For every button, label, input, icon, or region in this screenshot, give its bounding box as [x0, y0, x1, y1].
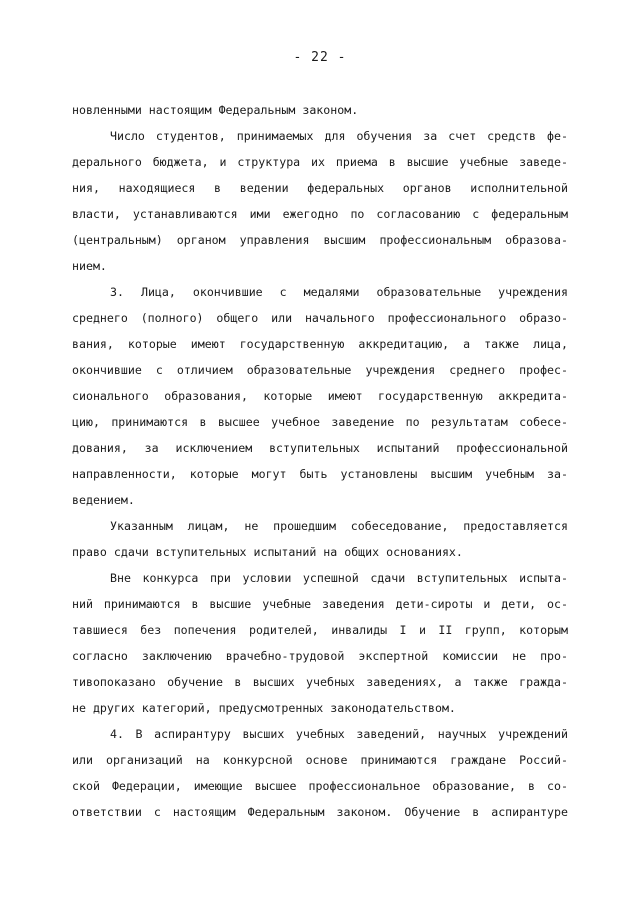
paragraph-item-3 — [72, 279, 568, 513]
text-line: цию, принимаются в высшее учебное заведение по результатам собесе- — [72, 415, 568, 429]
text-line: ний принимаются в высшие учебные заведения дети-сироты и дети, ос- — [72, 597, 568, 611]
text-line: (центральным) органом управления высшим профессиональным образова- — [72, 233, 568, 247]
text-line: ской Федерации, имеющие высшее профессиональное образование, в со- — [72, 779, 568, 793]
text-line: среднего (полного) общего или начального профессионального образо- — [72, 311, 568, 325]
paragraph-item-4 — [72, 721, 568, 825]
text-line: окончившие с отличием образовательные учреждения среднего профес- — [72, 363, 568, 377]
text-line: согласно заключению врачебно-трудовой экспертной комиссии не про- — [72, 649, 568, 663]
text-line: не других категорий, предусмотренных законодательством. — [72, 701, 456, 715]
text-line: ведением. — [72, 493, 135, 507]
text-line: тивопоказано обучение в высших учебных заведениях, а также гражда- — [72, 675, 568, 689]
text-line: новленными настоящим Федеральным законом. — [72, 103, 359, 117]
text-line: Указанным лицам, не прошедшим собеседование, предоставляется — [110, 519, 568, 533]
text-line: Число студентов, принимаемых для обучения за счет средств фе- — [110, 129, 568, 143]
text-line: дования, за исключением вступительных испытаний профессиональной — [72, 441, 568, 455]
page-number: - 22 - — [293, 50, 347, 65]
text-line: Вне конкурса при условии успешной сдачи вступительных испыта- — [110, 571, 568, 585]
text-line: право сдачи вступительных испытаний на общих основаниях. — [72, 545, 463, 559]
paragraph-interview-failed — [72, 513, 568, 565]
text-line: ответствии с настоящим Федеральным законом. Обучение в аспирантуре — [72, 805, 568, 819]
text-line: вания, которые имеют государственную аккредитацию, а также лица, — [72, 337, 568, 351]
text-line: 4. В аспирантуру высших учебных заведений, научных учреждений — [110, 727, 568, 741]
text-line: дерального бюджета, и структура их приема в высшие учебные заведе- — [72, 155, 568, 169]
text-line: направленности, которые могут быть установлены высшим учебным за- — [72, 467, 568, 481]
body-text — [72, 97, 568, 825]
text-line: или организаций на конкурсной основе принимаются граждане Россий- — [72, 753, 568, 767]
text-line: 3. Лица, окончившие с медалями образовательные учреждения — [110, 285, 568, 299]
text-line: тавшиеся без попечения родителей, инвалиды I и II групп, которым — [72, 623, 568, 637]
paragraph-continuation — [72, 97, 568, 123]
text-line: нием. — [72, 259, 107, 273]
paragraph-non-competitive — [72, 565, 568, 721]
paragraph-student-quota — [72, 123, 568, 279]
text-line: ния, находящиеся в ведении федеральных органов исполнительной — [72, 181, 568, 195]
text-line: сионального образования, которые имеют государственную аккредита- — [72, 389, 568, 403]
text-line: власти, устанавливаются ими ежегодно по согласованию с федеральным — [72, 207, 568, 221]
